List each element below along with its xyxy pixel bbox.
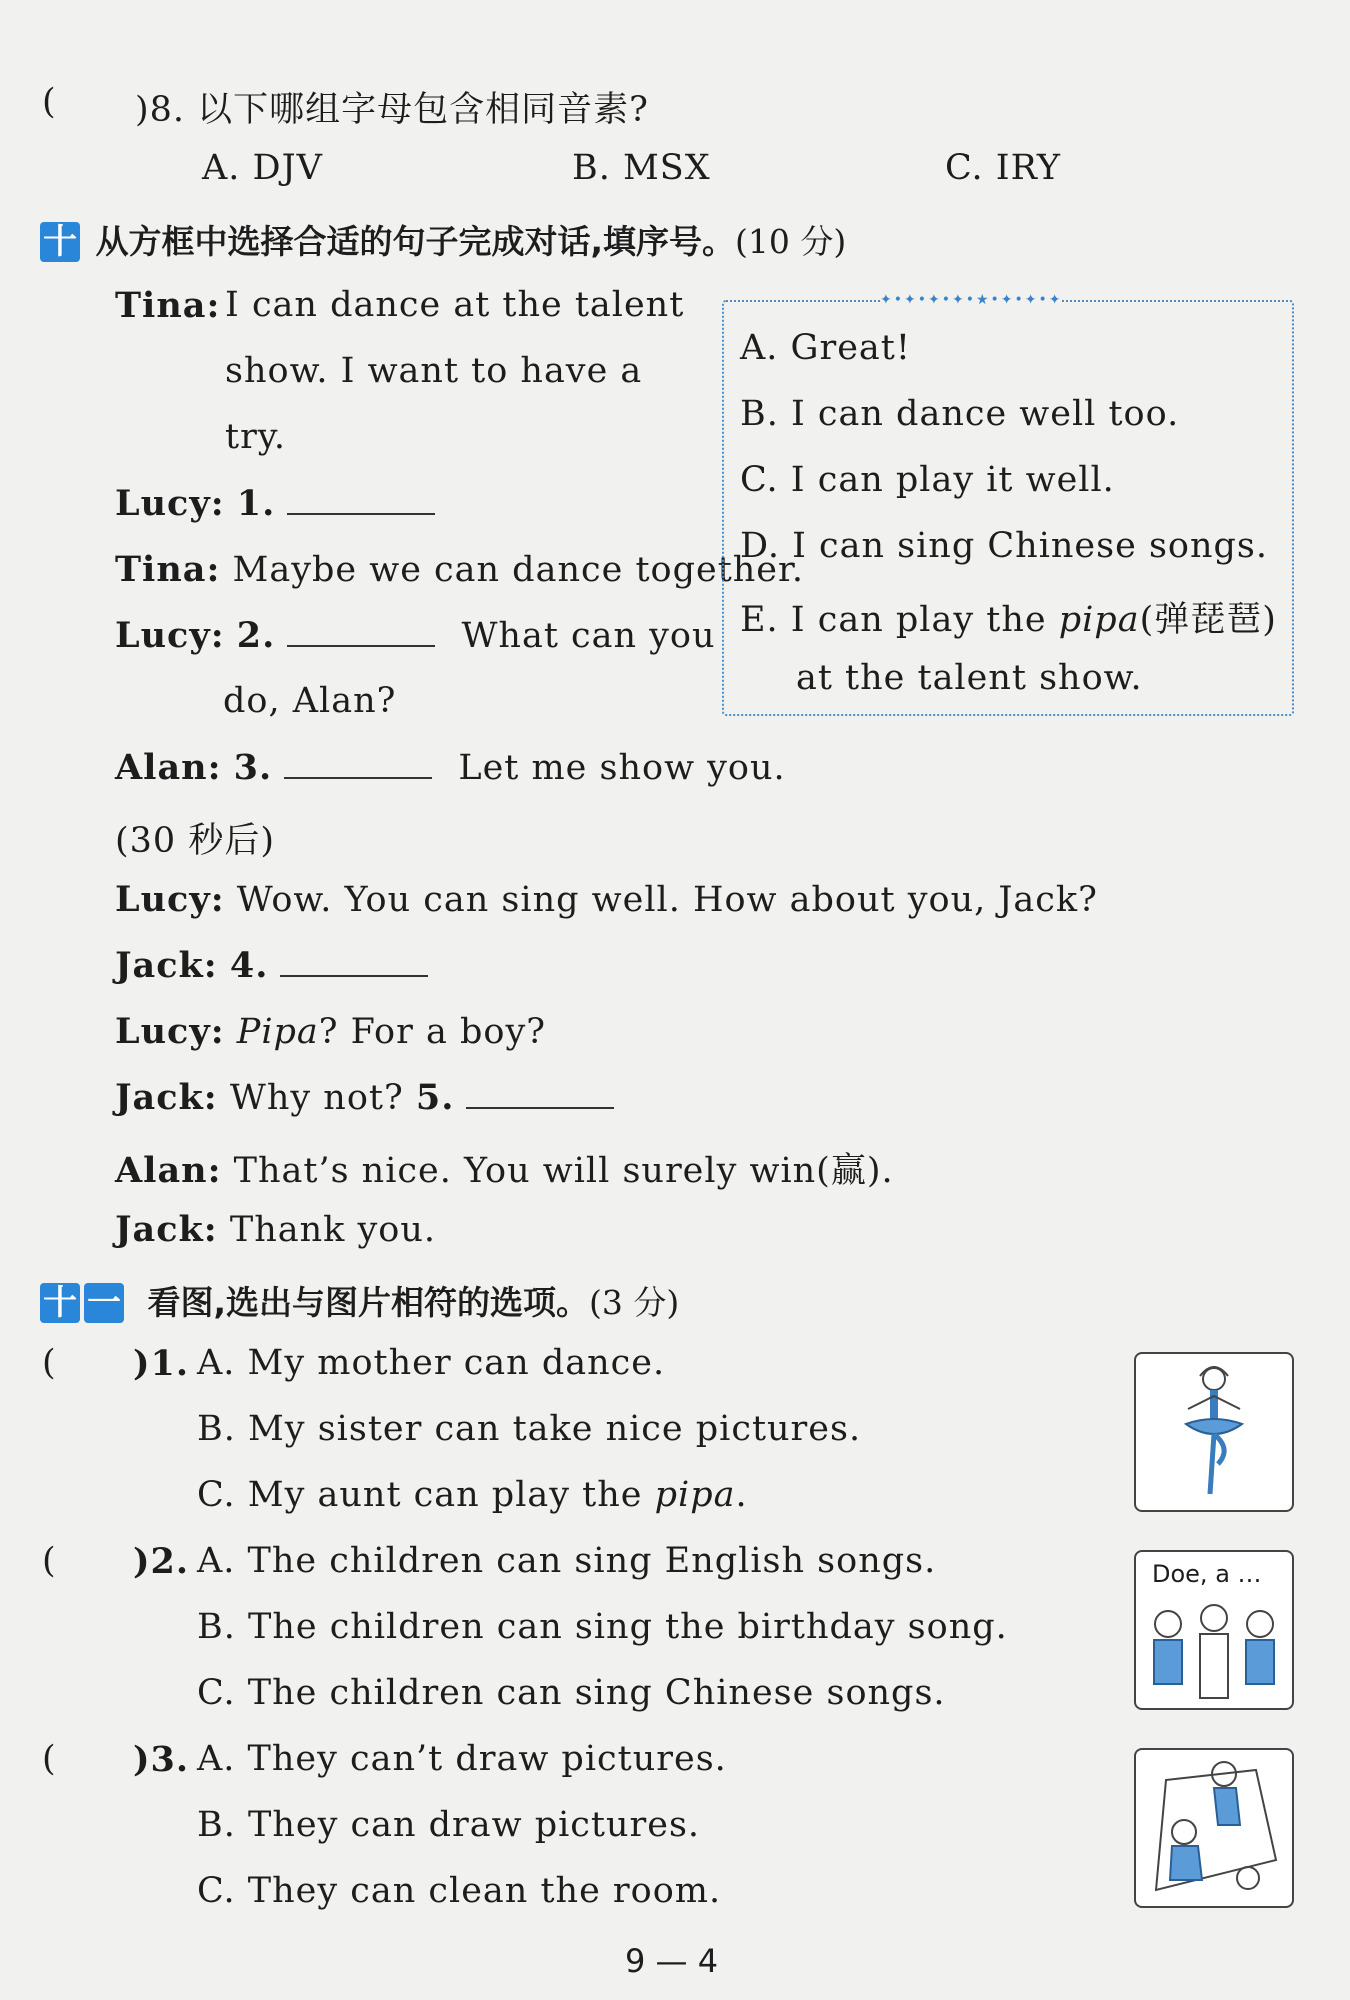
alan-line-1 bbox=[115, 747, 786, 788]
alan-speaker: Alan: bbox=[115, 1150, 222, 1191]
section-11-badge-1: 十 bbox=[40, 1283, 80, 1323]
alan-text: That’s nice. You will surely win(赢). bbox=[233, 1151, 894, 1191]
blank-4-number: 4. bbox=[229, 945, 269, 986]
blank-3-number: 3. bbox=[233, 747, 273, 788]
s11-q1-option-b[interactable]: B. My sister can take nice pictures. bbox=[197, 1409, 862, 1449]
s11-q3-option-c[interactable]: C. They can clean the room. bbox=[197, 1871, 722, 1911]
jack-speaker: Jack: bbox=[115, 945, 218, 986]
s11-q3-option-b[interactable]: B. They can draw pictures. bbox=[197, 1805, 701, 1845]
s11-q2-option-a[interactable]: A. The children can sing English songs. bbox=[197, 1541, 937, 1581]
s11-q2-paren[interactable]: ( bbox=[42, 1541, 57, 1581]
lucy-speaker: Lucy: bbox=[115, 1011, 225, 1052]
tina-text: Maybe we can dance together. bbox=[232, 550, 805, 590]
page-number: 9 — 4 bbox=[625, 1942, 719, 1980]
jack-speaker: Jack: bbox=[115, 1209, 218, 1250]
tina-line-3: try. bbox=[225, 417, 287, 457]
q8-option-a[interactable]: A. DJV bbox=[202, 148, 323, 188]
lucy-line-2 bbox=[115, 615, 716, 656]
option-e-line-2: at the talent show. bbox=[796, 658, 1143, 698]
cleaning-children-icon bbox=[1136, 1750, 1292, 1906]
option-a: A. Great! bbox=[740, 328, 911, 368]
option-b: B. I can dance well too. bbox=[740, 394, 1180, 434]
s11-q1-option-a[interactable]: A. My mother can dance. bbox=[197, 1343, 666, 1383]
section-11-badge-2: 一 bbox=[84, 1283, 124, 1323]
s11-q1-option-c-text: C. My aunt can play the bbox=[197, 1475, 655, 1515]
blank-5-number: 5. bbox=[415, 1077, 455, 1118]
lucy-text: Wow. You can sing well. How about you, Jack? bbox=[236, 880, 1098, 920]
lucy-speaker: Lucy: bbox=[115, 483, 225, 524]
blank-4[interactable] bbox=[280, 945, 428, 977]
blank-5[interactable] bbox=[466, 1077, 614, 1109]
cleaning-room-picture bbox=[1134, 1748, 1294, 1908]
s11-q3-option-a[interactable]: A. They can’t draw pictures. bbox=[197, 1739, 727, 1779]
lucy-speaker: Lucy: bbox=[115, 879, 225, 920]
q8-label: )8. 以下哪组字母包含相同音素? bbox=[135, 90, 649, 130]
s11-q1-option-c[interactable] bbox=[197, 1475, 748, 1515]
blank-3[interactable] bbox=[284, 747, 432, 779]
section-10-title: 从方框中选择合适的句子完成对话,填序号。 bbox=[95, 222, 736, 261]
lucy-text: What can you bbox=[461, 616, 716, 656]
section-10-heading bbox=[40, 216, 846, 263]
jack-text: Thank you. bbox=[229, 1210, 437, 1250]
singing-children-picture bbox=[1134, 1550, 1294, 1710]
q8-paren[interactable]: ( bbox=[42, 82, 57, 122]
time-note: (30 秒后) bbox=[115, 821, 275, 861]
alan-speaker: Alan: bbox=[115, 747, 222, 788]
blank-2[interactable] bbox=[287, 615, 435, 647]
alan-text: Let me show you. bbox=[458, 748, 786, 788]
jack-line-2 bbox=[115, 1077, 614, 1118]
option-e-text: E. I can play the bbox=[740, 600, 1059, 640]
option-d: D. I can sing Chinese songs. bbox=[740, 526, 1269, 566]
section-11-heading bbox=[40, 1277, 679, 1324]
s11-q2-number: )2. bbox=[133, 1541, 190, 1582]
tina-line-1: I can dance at the talent bbox=[225, 285, 685, 325]
jack-speaker: Jack: bbox=[115, 1077, 218, 1118]
alan-line-2 bbox=[115, 1143, 894, 1193]
lucy-speaker: Lucy: bbox=[115, 615, 225, 656]
section-11-points: (3 分) bbox=[589, 1283, 680, 1322]
q8-option-b[interactable]: B. MSX bbox=[572, 148, 711, 188]
tina-speaker: Tina: bbox=[115, 285, 221, 326]
s11-q1-paren[interactable]: ( bbox=[42, 1343, 57, 1383]
option-e bbox=[740, 592, 1277, 642]
s11-q1-option-c-end: . bbox=[735, 1475, 748, 1515]
s11-q1-option-c-pipa: pipa bbox=[654, 1475, 736, 1515]
lucy-line-1 bbox=[115, 483, 435, 524]
star-decoration-icon: ✦•✦•✦•✦•★•✦•✦•✦ bbox=[880, 292, 1063, 308]
jack-line-1 bbox=[115, 945, 428, 986]
s11-q2-option-c[interactable]: C. The children can sing Chinese songs. bbox=[197, 1673, 946, 1713]
blank-1-number: 1. bbox=[236, 483, 276, 524]
option-e-pipa: pipa bbox=[1058, 600, 1140, 640]
ballet-dancer-icon bbox=[1136, 1354, 1292, 1510]
tina-line-2: show. I want to have a bbox=[225, 351, 643, 391]
section-10-points: (10 分) bbox=[735, 222, 847, 261]
option-e-note: (弹琵琶) bbox=[1139, 600, 1277, 640]
picture-caption: Doe, a … bbox=[1152, 1560, 1262, 1588]
tina-speaker: Tina: bbox=[115, 549, 221, 590]
blank-2-number: 2. bbox=[236, 615, 276, 656]
s11-q2-option-b[interactable]: B. The children can sing the birthday song. bbox=[197, 1607, 1008, 1647]
section-11-title: 看图,选出与图片相符的选项。 bbox=[147, 1283, 590, 1322]
lucy-line-3 bbox=[115, 879, 1098, 920]
tina-line-4 bbox=[115, 549, 804, 590]
dancer-picture bbox=[1134, 1352, 1294, 1512]
q8-option-c[interactable]: C. IRY bbox=[945, 148, 1061, 188]
lucy-text: ? For a boy? bbox=[318, 1012, 546, 1052]
section-10-badge: 十 bbox=[40, 222, 80, 262]
jack-line-3 bbox=[115, 1209, 436, 1250]
s11-q1-number: )1. bbox=[133, 1343, 190, 1384]
pipa-word: Pipa bbox=[236, 1012, 319, 1052]
blank-1[interactable] bbox=[287, 483, 435, 515]
s11-q3-paren[interactable]: ( bbox=[42, 1739, 57, 1779]
jack-text: Why not? bbox=[229, 1078, 404, 1118]
lucy-line-4 bbox=[115, 1011, 546, 1052]
s11-q3-number: )3. bbox=[133, 1739, 190, 1780]
lucy-line-2b: do, Alan? bbox=[223, 681, 397, 721]
option-c: C. I can play it well. bbox=[740, 460, 1115, 500]
